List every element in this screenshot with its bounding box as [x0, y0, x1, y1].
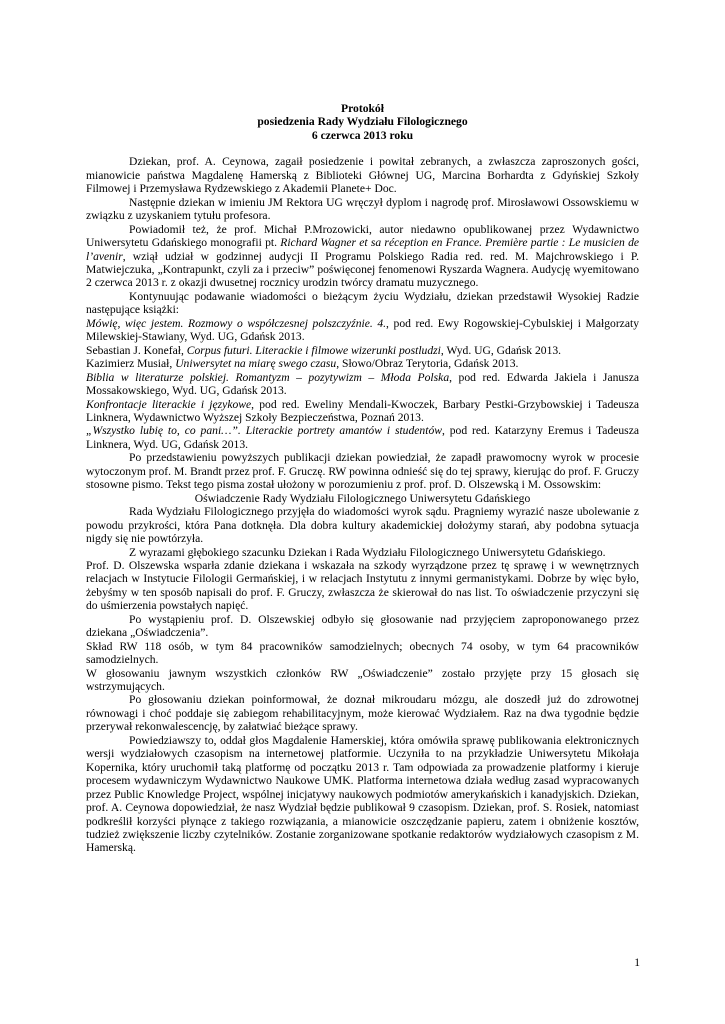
paragraph-monograph	[86, 223, 639, 290]
monograph-intro: Powiadomił też, że prof. Michał P.Mrozowicki, autor niedawno opublikowanej przez Wydawnictwo Uniwersytetu Gdańskiego monografii pt.	[86, 222, 639, 250]
book-entry: „Wszystko lubię to, co pani…”. Literackie portrety amantów i studentów, pod red. Katarzyny Eremus i Tadeusza Linknera, Wyd. UG, Gdańsk 2013.	[86, 424, 639, 451]
book-title: „Wszystko lubię to, co pani…”. Literackie portrety amantów i studentów	[86, 424, 442, 438]
book-title: Uniwersytet na miarę swego czasu	[175, 357, 337, 371]
book-title: Konfrontacje literackie i językowe	[86, 397, 252, 411]
book-entry: Kazimierz Musiał, Uniwersytet na miarę swego czasu, Słowo/Obraz Terytoria, Gdańsk 2013.	[86, 357, 519, 371]
book-title: Biblia w literaturze polskiej. Romantyzm – pozytywizm – Młoda Polska	[86, 370, 450, 384]
page-number: 1	[634, 956, 640, 969]
statement-body: Rada Wydziału Filologicznego przyjęła do wiadomości wyrok sądu. Pragniemy wyrazić nasze ubolewanie z powodu przykrości, która Pana dotknęła. Dla dobra kultury akademickiej dołożymy starań, aby podobna sytuacja nigdy się nie powtórzyła.	[86, 505, 639, 546]
document-subtitle: posiedzenia Rady Wydziału Filologicznego	[257, 115, 468, 129]
paragraph-vote-result: W głosowaniu jawnym wszystkich członków RW „Oświadczenie” zostało przyjęte przy 15 głosach się wstrzymujących.	[86, 666, 639, 694]
monograph-rest: , wziął udział w godzinnej audycji II Programu Polskiego Radia red. red. M. Majchrowskiego i P. Matwiejczuka, „Kontrapunkt, czyli za i przeciw” poświęconej fenomenowi Ryszarda Wagnera. Audycję wyemitowano 2 czerwca 2013 r. z okazji dwusetnej rocznicy urodzin twórcy dramatu muzycznego.	[86, 249, 639, 290]
statement-closing: Z wyrazami głębokiego szacunku Dziekan i Rada Wydziału Filologicznego Uniwersytetu Gdańskiego.	[129, 545, 606, 559]
paragraph-olszewska: Prof. D. Olszewska wsparła zdanie dziekana i wskazała na szkody wyrządzone przez tę sprawę i w wewnętrznych relacjach w Instytucie Filologii Germańskiej, i w relacjach Instytutu z innymi germanistykami. Dobrze by więc było, żebyśmy w ten sposób napisali do prof. F. Gruczy, zwłaszcza że skierował do nas list. To oświadczenie przyczyni się do uśmierzenia powstałych napięć.	[86, 558, 639, 613]
paragraph-books-intro: Kontynuując podawanie wiadomości o bieżącym życiu Wydziału, dziekan przedstawił Wysokiej Radzie następujące książki:	[86, 289, 639, 317]
paragraph-composition: Skład RW 118 osób, w tym 84 pracowników samodzielnych; obecnych 74 osoby, w tym 64 pracowników samodzielnych.	[86, 639, 639, 667]
book-entry: Mówię, więc jestem. Rozmowy o współczesnej polszczyźnie. 4., pod red. Ewy Rogowskiej-Cybulskiej i Małgorzaty Milewskiej-Stawiany, Wyd. UG, Gdańsk 2013.	[86, 316, 639, 344]
paragraph-verdict: Po przedstawieniu powyższych publikacji dziekan powiedział, że zapadł prawomocny wyrok w procesie wytoczonym prof. M. Brandt przez prof. F. Gruczę. RW powinna odnieść się do tej sprawy, kierując do prof. F. Gruczy stosowne pismo. Tekst tego pisma został ułożony w porozumieniu z prof. prof. D. Olszewską i M. Ossowskim:	[86, 451, 639, 492]
monograph-title: Richard Wagner et sa réception en France. Première partie : Le musicien de l’avenir	[86, 236, 640, 263]
document-date: 6 czerwca 2013 roku	[311, 128, 414, 142]
paragraph-platform: Powiedziawszy to, oddał głos Magdalenie Hamerskiej, która omówiła sprawę publikowania elektronicznych wersji wydziałowych czasopism na internetowej platformie. Uczyniła to na przykładzie Uniwersytetu Mikołaja Kopernika, który uruchomił taką platformę od początku 2013 r. Tam odpowiada za prowadzenie platformy i kieruje procesem wydawniczym Wydawnictwo Naukowe UMK. Platforma internetowa działa według zasad wypracowanych przez Public Knowledge Project, wspólnej inicjatywy naukowych podmiotów amerykańskich i kanadyjskich. Dziekan, prof. A. Ceynowa dopowiedział, że nasz Wydział będzie publikował 9 czasopism. Dziekan, prof. S. Rosiek, natomiast podkreślił korzyści płynące z takiego rozwiązania, a mianowicie oszczędzanie papieru, zatem i obniżenie kosztów, tudzież zwiększenie liczby czytelników. Zostanie zorganizowane spotkanie redaktorów wydziałowych czasopism z M. Hamerską.	[86, 733, 639, 855]
document-title: Protokół	[341, 102, 384, 115]
document-header	[86, 102, 639, 142]
book-entry: Konfrontacje literackie i językowe, pod red. Eweliny Mendali-Kwoczek, Barbary Pestki-Grzybowskiej i Tadeusza Linknera, Wydawnictwo Wyższej Szkoły Bezpieczeństwa, Poznań 2013.	[86, 397, 639, 424]
paragraph-award: Następnie dziekan w imieniu JM Rektora UG wręczył dyplom i nagrodę prof. Mirosławowi Ossowskiemu w związku z uzyskaniem tytułu profesora.	[86, 195, 639, 223]
book-title: Mówię, więc jestem. Rozmowy o współczesnej polszczyźnie. 4.	[86, 316, 387, 330]
document-body	[86, 102, 639, 855]
paragraph-vote: Po wystąpieniu prof. D. Olszewskiej odbyło się głosowanie nad przyjęciem zaproponowanego przez dziekana „Oświadczenia”.	[86, 612, 639, 640]
book-entry: Biblia w literaturze polskiej. Romantyzm – pozytywizm – Młoda Polska, pod red. Edwarda Jakiela i Janusza Mossakowskiego, Wyd. UG, Gdańsk 2013.	[86, 370, 639, 398]
paragraph-health: Po głosowaniu dziekan poinformował, że doznał mikroudaru mózgu, ale doszedł już do zdrowotnej równowagi i choć poddaje się zabiegom rehabilitacyjnym, może kierować Wydziałem. Raz na dwa tygodnie będzie przerywał rekonwalescencję, by załatwiać bieżące sprawy.	[86, 693, 639, 734]
title-spacer	[86, 142, 639, 155]
paragraph-opening: Dziekan, prof. A. Ceynowa, zagaił posiedzenie i powitał zebranych, a zwłaszcza zaproszonych gości, mianowicie państwa Magdalenę Hamerską z Biblioteki Głównej UG, Marcina Borhardta z Gdyńskiej Szkoły Filmowej i Przemysława Rydzewskiego z Akademii Planete+ Doc.	[86, 155, 639, 196]
book-entry: Sebastian J. Konefał, Corpus futuri. Literackie i filmowe wizerunki postludzi, Wyd. UG, Gdańsk 2013.	[86, 343, 562, 357]
statement-heading: Oświadczenie Rady Wydziału Filologicznego Uniwersytetu Gdańskiego	[194, 491, 531, 505]
book-title: Corpus futuri. Literackie i filmowe wizerunki postludzi	[186, 343, 441, 357]
